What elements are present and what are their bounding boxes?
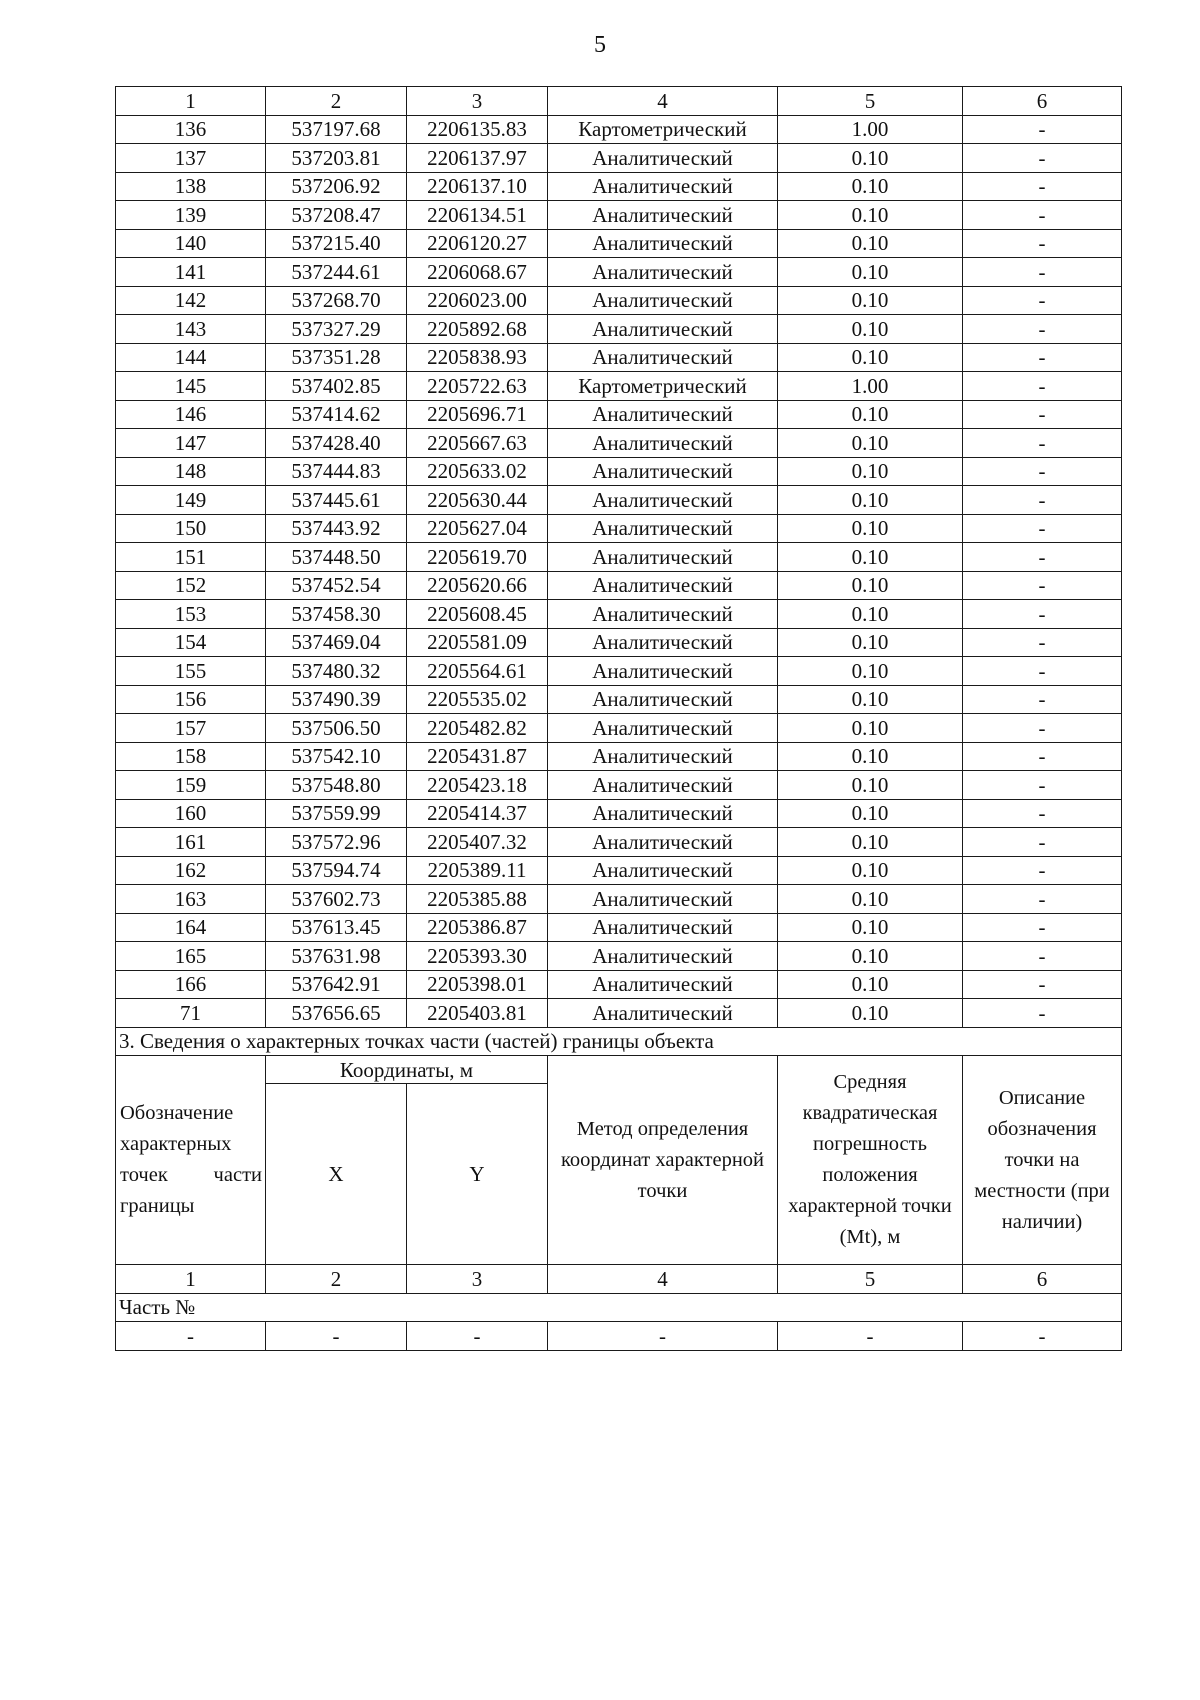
header-point-designation: Обозначение характерных точек части границы [116, 1056, 266, 1265]
part-label-row [116, 1293, 1122, 1322]
table-row [116, 144, 1122, 173]
table-row [116, 486, 1122, 515]
description-cell: - [963, 942, 1122, 971]
table-row [116, 799, 1122, 828]
method-cell: Аналитический [548, 315, 778, 344]
y-coordinate-cell: 2205667.63 [407, 429, 548, 458]
method-cell: Аналитический [548, 799, 778, 828]
y-coordinate-cell: 2205696.71 [407, 400, 548, 429]
y-coordinate-cell: 2205838.93 [407, 343, 548, 372]
method-cell: Аналитический [548, 229, 778, 258]
table-row [116, 685, 1122, 714]
point-number-cell: 138 [116, 172, 266, 201]
y-coordinate-cell: 2205407.32 [407, 828, 548, 857]
x-coordinate-cell: 537206.92 [266, 172, 407, 201]
point-number-cell: 149 [116, 486, 266, 515]
description-cell: - [963, 970, 1122, 999]
error-cell: 0.10 [778, 685, 963, 714]
point-number-cell: 164 [116, 913, 266, 942]
method-cell: Картометрический [548, 372, 778, 401]
point-number-cell: 161 [116, 828, 266, 857]
table-row [116, 400, 1122, 429]
point-number-cell: 156 [116, 685, 266, 714]
y-coordinate-cell: 2205630.44 [407, 486, 548, 515]
y-coordinate-cell: 2205608.45 [407, 600, 548, 629]
description-cell: - [963, 742, 1122, 771]
method-cell: Аналитический [548, 742, 778, 771]
part-label: Часть № [116, 1293, 1122, 1322]
method-cell: Аналитический [548, 486, 778, 515]
y-coordinate-cell: 2205423.18 [407, 771, 548, 800]
x-coordinate-cell: 537656.65 [266, 999, 407, 1028]
table-row [116, 229, 1122, 258]
error-cell: 0.10 [778, 885, 963, 914]
header-error: Средняя квадратическая погрешность положения характерной точки (Mt), м [778, 1056, 963, 1265]
description-cell: - [963, 400, 1122, 429]
point-number-cell: 146 [116, 400, 266, 429]
table-row [116, 571, 1122, 600]
column-number: 1 [116, 87, 266, 116]
method-cell: Аналитический [548, 913, 778, 942]
method-cell: Аналитический [548, 771, 778, 800]
error-cell: 0.10 [778, 714, 963, 743]
x-coordinate-cell: 537548.80 [266, 771, 407, 800]
column-number: 3 [407, 87, 548, 116]
error-cell: 0.10 [778, 742, 963, 771]
empty-cell: - [548, 1322, 778, 1351]
method-cell: Аналитический [548, 885, 778, 914]
x-coordinate-cell: 537203.81 [266, 144, 407, 173]
y-coordinate-cell: 2206120.27 [407, 229, 548, 258]
y-coordinate-cell: 2205627.04 [407, 514, 548, 543]
point-number-cell: 152 [116, 571, 266, 600]
method-cell: Аналитический [548, 999, 778, 1028]
y-coordinate-cell: 2205431.87 [407, 742, 548, 771]
point-number-cell: 160 [116, 799, 266, 828]
error-cell: 0.10 [778, 799, 963, 828]
y-coordinate-cell: 2206137.97 [407, 144, 548, 173]
method-cell: Аналитический [548, 714, 778, 743]
description-cell: - [963, 457, 1122, 486]
description-cell: - [963, 657, 1122, 686]
x-coordinate-cell: 537480.32 [266, 657, 407, 686]
y-coordinate-cell: 2205482.82 [407, 714, 548, 743]
error-cell: 0.10 [778, 543, 963, 572]
point-number-cell: 71 [116, 999, 266, 1028]
table-row [116, 315, 1122, 344]
table-row [116, 343, 1122, 372]
table-row [116, 828, 1122, 857]
table-row [116, 201, 1122, 230]
table-row [116, 372, 1122, 401]
description-cell: - [963, 999, 1122, 1028]
point-number-cell: 157 [116, 714, 266, 743]
method-cell: Аналитический [548, 258, 778, 287]
y-coordinate-cell: 2206023.00 [407, 286, 548, 315]
y-coordinate-cell: 2205892.68 [407, 315, 548, 344]
error-cell: 0.10 [778, 172, 963, 201]
description-cell: - [963, 856, 1122, 885]
error-cell: 0.10 [778, 970, 963, 999]
point-number-cell: 140 [116, 229, 266, 258]
method-cell: Аналитический [548, 685, 778, 714]
error-cell: 0.10 [778, 856, 963, 885]
point-number-cell: 143 [116, 315, 266, 344]
point-number-cell: 139 [116, 201, 266, 230]
point-number-cell: 136 [116, 115, 266, 144]
empty-cell: - [778, 1322, 963, 1351]
error-cell: 0.10 [778, 258, 963, 287]
x-coordinate-cell: 537602.73 [266, 885, 407, 914]
point-number-cell: 153 [116, 600, 266, 629]
error-cell: 0.10 [778, 343, 963, 372]
point-number-cell: 148 [116, 457, 266, 486]
point-number-cell: 155 [116, 657, 266, 686]
x-coordinate-cell: 537559.99 [266, 799, 407, 828]
description-cell: - [963, 315, 1122, 344]
x-coordinate-cell: 537402.85 [266, 372, 407, 401]
method-cell: Картометрический [548, 115, 778, 144]
y-coordinate-cell: 2205722.63 [407, 372, 548, 401]
point-number-cell: 137 [116, 144, 266, 173]
method-cell: Аналитический [548, 429, 778, 458]
error-cell: 0.10 [778, 229, 963, 258]
empty-cell: - [116, 1322, 266, 1351]
x-coordinate-cell: 537452.54 [266, 571, 407, 600]
table-row [116, 657, 1122, 686]
description-cell: - [963, 514, 1122, 543]
point-number-cell: 163 [116, 885, 266, 914]
point-number-cell: 144 [116, 343, 266, 372]
section3-header-row [116, 1056, 1122, 1084]
table-row [116, 771, 1122, 800]
section-title-row [116, 1027, 1122, 1056]
y-coordinate-cell: 2206134.51 [407, 201, 548, 230]
method-cell: Аналитический [548, 514, 778, 543]
description-cell: - [963, 885, 1122, 914]
error-cell: 0.10 [778, 600, 963, 629]
column-number: 4 [548, 1265, 778, 1294]
x-coordinate-cell: 537631.98 [266, 942, 407, 971]
x-coordinate-cell: 537572.96 [266, 828, 407, 857]
column-number: 2 [266, 87, 407, 116]
column-number: 3 [407, 1265, 548, 1294]
method-cell: Аналитический [548, 942, 778, 971]
x-coordinate-cell: 537613.45 [266, 913, 407, 942]
table-row [116, 429, 1122, 458]
column-number: 1 [116, 1265, 266, 1294]
empty-part-row [116, 1322, 1122, 1351]
x-coordinate-cell: 537458.30 [266, 600, 407, 629]
point-number-cell: 147 [116, 429, 266, 458]
description-cell: - [963, 201, 1122, 230]
y-coordinate-cell: 2205386.87 [407, 913, 548, 942]
description-cell: - [963, 628, 1122, 657]
error-cell: 0.10 [778, 286, 963, 315]
x-coordinate-cell: 537268.70 [266, 286, 407, 315]
y-coordinate-cell: 2205389.11 [407, 856, 548, 885]
table-row [116, 600, 1122, 629]
y-coordinate-cell: 2205535.02 [407, 685, 548, 714]
method-cell: Аналитический [548, 828, 778, 857]
y-coordinate-cell: 2205620.66 [407, 571, 548, 600]
point-number-cell: 145 [116, 372, 266, 401]
description-cell: - [963, 229, 1122, 258]
y-coordinate-cell: 2206135.83 [407, 115, 548, 144]
description-cell: - [963, 172, 1122, 201]
table-row [116, 970, 1122, 999]
point-number-cell: 141 [116, 258, 266, 287]
table-row [116, 457, 1122, 486]
error-cell: 0.10 [778, 144, 963, 173]
y-coordinate-cell: 2205403.81 [407, 999, 548, 1028]
description-cell: - [963, 799, 1122, 828]
column-number: 6 [963, 87, 1122, 116]
x-coordinate-cell: 537443.92 [266, 514, 407, 543]
description-cell: - [963, 913, 1122, 942]
column-number: 6 [963, 1265, 1122, 1294]
point-number-cell: 166 [116, 970, 266, 999]
point-number-cell: 162 [116, 856, 266, 885]
x-coordinate-cell: 537197.68 [266, 115, 407, 144]
error-cell: 0.10 [778, 828, 963, 857]
error-cell: 1.00 [778, 372, 963, 401]
description-cell: - [963, 144, 1122, 173]
table-row [116, 115, 1122, 144]
y-coordinate-cell: 2205564.61 [407, 657, 548, 686]
table-row [116, 913, 1122, 942]
method-cell: Аналитический [548, 201, 778, 230]
y-coordinate-cell: 2205414.37 [407, 799, 548, 828]
column-number: 4 [548, 87, 778, 116]
y-coordinate-cell: 2205633.02 [407, 457, 548, 486]
empty-cell: - [407, 1322, 548, 1351]
method-cell: Аналитический [548, 400, 778, 429]
description-cell: - [963, 571, 1122, 600]
y-coordinate-cell: 2206068.67 [407, 258, 548, 287]
column-number: 5 [778, 87, 963, 116]
method-cell: Аналитический [548, 628, 778, 657]
point-number-cell: 159 [116, 771, 266, 800]
description-cell: - [963, 372, 1122, 401]
error-cell: 0.10 [778, 771, 963, 800]
description-cell: - [963, 685, 1122, 714]
error-cell: 0.10 [778, 628, 963, 657]
table-row [116, 742, 1122, 771]
point-number-cell: 165 [116, 942, 266, 971]
x-coordinate-cell: 537351.28 [266, 343, 407, 372]
description-cell: - [963, 286, 1122, 315]
table-row [116, 258, 1122, 287]
error-cell: 1.00 [778, 115, 963, 144]
error-cell: 0.10 [778, 942, 963, 971]
x-coordinate-cell: 537327.29 [266, 315, 407, 344]
table-row [116, 286, 1122, 315]
error-cell: 0.10 [778, 913, 963, 942]
error-cell: 0.10 [778, 429, 963, 458]
header-method: Метод определения координат характерной точки [548, 1056, 778, 1265]
method-cell: Аналитический [548, 343, 778, 372]
header-x: X [266, 1084, 407, 1265]
error-cell: 0.10 [778, 514, 963, 543]
x-coordinate-cell: 537208.47 [266, 201, 407, 230]
page-number: 5 [594, 32, 606, 58]
header-coordinates: Координаты, м [266, 1056, 548, 1084]
error-cell: 0.10 [778, 201, 963, 230]
y-coordinate-cell: 2205398.01 [407, 970, 548, 999]
x-coordinate-cell: 537542.10 [266, 742, 407, 771]
point-number-cell: 142 [116, 286, 266, 315]
x-coordinate-cell: 537506.50 [266, 714, 407, 743]
point-number-cell: 150 [116, 514, 266, 543]
description-cell: - [963, 343, 1122, 372]
point-number-cell: 151 [116, 543, 266, 572]
section3-column-number-row [116, 1265, 1122, 1294]
y-coordinate-cell: 2206137.10 [407, 172, 548, 201]
method-cell: Аналитический [548, 970, 778, 999]
column-number-row [116, 87, 1122, 116]
header-y: Y [407, 1084, 548, 1265]
y-coordinate-cell: 2205581.09 [407, 628, 548, 657]
point-number-cell: 158 [116, 742, 266, 771]
error-cell: 0.10 [778, 571, 963, 600]
description-cell: - [963, 714, 1122, 743]
description-cell: - [963, 429, 1122, 458]
x-coordinate-cell: 537445.61 [266, 486, 407, 515]
error-cell: 0.10 [778, 315, 963, 344]
coordinates-table [115, 86, 1122, 1351]
description-cell: - [963, 115, 1122, 144]
x-coordinate-cell: 537428.40 [266, 429, 407, 458]
error-cell: 0.10 [778, 486, 963, 515]
x-coordinate-cell: 537594.74 [266, 856, 407, 885]
description-cell: - [963, 258, 1122, 287]
method-cell: Аналитический [548, 571, 778, 600]
x-coordinate-cell: 537414.62 [266, 400, 407, 429]
error-cell: 0.10 [778, 400, 963, 429]
x-coordinate-cell: 537448.50 [266, 543, 407, 572]
table-row [116, 942, 1122, 971]
table-row [116, 628, 1122, 657]
x-coordinate-cell: 537244.61 [266, 258, 407, 287]
method-cell: Аналитический [548, 543, 778, 572]
table-row [116, 514, 1122, 543]
point-number-cell: 154 [116, 628, 266, 657]
method-cell: Аналитический [548, 144, 778, 173]
empty-cell: - [963, 1322, 1122, 1351]
x-coordinate-cell: 537490.39 [266, 685, 407, 714]
table-row [116, 172, 1122, 201]
table-row [116, 856, 1122, 885]
y-coordinate-cell: 2205619.70 [407, 543, 548, 572]
description-cell: - [963, 543, 1122, 572]
x-coordinate-cell: 537444.83 [266, 457, 407, 486]
section-title: 3. Сведения о характерных точках части (частей) границы объекта [116, 1027, 1122, 1056]
error-cell: 0.10 [778, 457, 963, 486]
y-coordinate-cell: 2205385.88 [407, 885, 548, 914]
method-cell: Аналитический [548, 457, 778, 486]
column-number: 2 [266, 1265, 407, 1294]
empty-cell: - [266, 1322, 407, 1351]
description-cell: - [963, 771, 1122, 800]
x-coordinate-cell: 537469.04 [266, 628, 407, 657]
header-description: Описание обозначения точки на местности (при наличии) [963, 1056, 1122, 1265]
table-row [116, 999, 1122, 1028]
method-cell: Аналитический [548, 856, 778, 885]
table-row [116, 543, 1122, 572]
method-cell: Аналитический [548, 286, 778, 315]
table-row [116, 885, 1122, 914]
column-number: 5 [778, 1265, 963, 1294]
error-cell: 0.10 [778, 999, 963, 1028]
y-coordinate-cell: 2205393.30 [407, 942, 548, 971]
method-cell: Аналитический [548, 657, 778, 686]
x-coordinate-cell: 537642.91 [266, 970, 407, 999]
table-row [116, 714, 1122, 743]
description-cell: - [963, 486, 1122, 515]
error-cell: 0.10 [778, 657, 963, 686]
description-cell: - [963, 828, 1122, 857]
description-cell: - [963, 600, 1122, 629]
method-cell: Аналитический [548, 600, 778, 629]
method-cell: Аналитический [548, 172, 778, 201]
x-coordinate-cell: 537215.40 [266, 229, 407, 258]
